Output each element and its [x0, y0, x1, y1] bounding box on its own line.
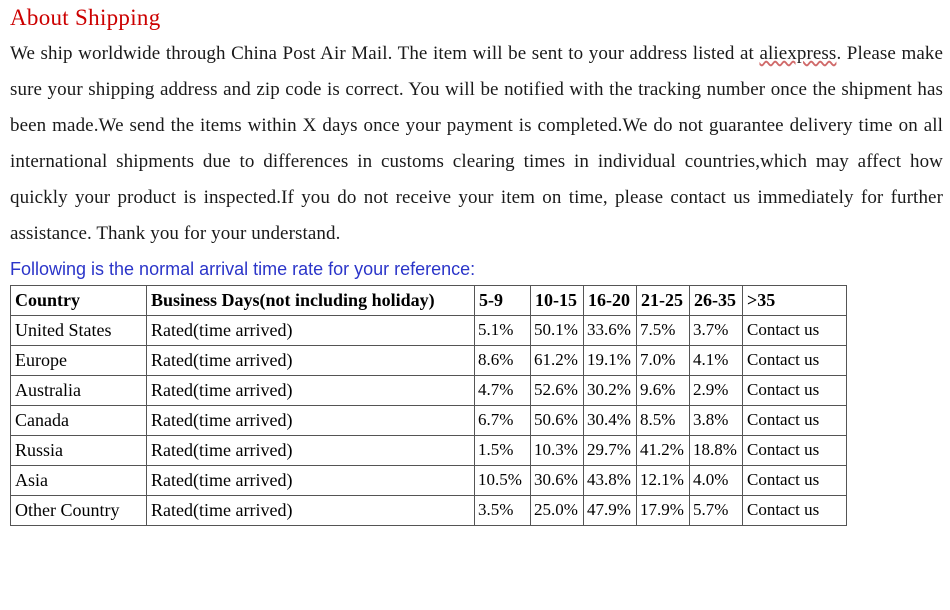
table-row	[11, 496, 847, 526]
cell-rate-10-15: 61.2%	[531, 346, 584, 376]
cell-business-days: Rated(time arrived)	[147, 466, 475, 496]
cell-rate-26-35: 3.8%	[690, 406, 743, 436]
cell-country: Canada	[11, 406, 147, 436]
cell-rate-21-25: 41.2%	[637, 436, 690, 466]
cell-rate-21-25: 17.9%	[637, 496, 690, 526]
cell-rate-5-9: 1.5%	[475, 436, 531, 466]
cell-business-days: Rated(time arrived)	[147, 496, 475, 526]
cell-rate-10-15: 25.0%	[531, 496, 584, 526]
cell-rate-16-20: 30.4%	[584, 406, 637, 436]
cell-business-days: Rated(time arrived)	[147, 436, 475, 466]
cell-rate-16-20: 29.7%	[584, 436, 637, 466]
cell-rate-21-25: 7.5%	[637, 316, 690, 346]
cell-contact-us[interactable]: Contact us	[743, 436, 847, 466]
cell-country: Asia	[11, 466, 147, 496]
aliexpress-link[interactable]: aliexpress	[759, 43, 837, 64]
cell-rate-5-9: 8.6%	[475, 346, 531, 376]
column-header-10-15: 10-15	[531, 286, 584, 316]
cell-rate-10-15: 50.6%	[531, 406, 584, 436]
cell-rate-26-35: 2.9%	[690, 376, 743, 406]
table-row	[11, 316, 847, 346]
column-header-26-35: 26-35	[690, 286, 743, 316]
table-row	[11, 466, 847, 496]
cell-country: Europe	[11, 346, 147, 376]
table-row	[11, 346, 847, 376]
cell-rate-16-20: 47.9%	[584, 496, 637, 526]
column-header-16-20: 16-20	[584, 286, 637, 316]
cell-rate-5-9: 4.7%	[475, 376, 531, 406]
cell-rate-5-9: 10.5%	[475, 466, 531, 496]
shipping-description-part2: . Please make sure your shipping address and zip code is correct. You will be notified with the tracking number once the shipment has been made.We send the items within X days once your payment is completed.We do not guarantee delivery time on all international shipments due to differences in customs clearing times in individual countries,which may affect how quickly your product is inspected.If you do not receive your item on time, please contact us immediately for further assistance. Thank you for your understand.	[10, 43, 944, 244]
cell-rate-16-20: 33.6%	[584, 316, 637, 346]
column-header-country: Country	[11, 286, 147, 316]
column-header-business-days: Business Days(not including holiday)	[147, 286, 475, 316]
cell-rate-10-15: 52.6%	[531, 376, 584, 406]
cell-country: Russia	[11, 436, 147, 466]
arrival-time-table	[10, 285, 847, 526]
cell-contact-us[interactable]: Contact us	[743, 316, 847, 346]
cell-rate-5-9: 6.7%	[475, 406, 531, 436]
cell-contact-us[interactable]: Contact us	[743, 376, 847, 406]
shipping-description-part1: We ship worldwide through China Post Air Mail. The item will be sent to your address listed at	[10, 43, 760, 64]
table-row	[11, 406, 847, 436]
cell-rate-5-9: 5.1%	[475, 316, 531, 346]
cell-country: Australia	[11, 376, 147, 406]
cell-contact-us[interactable]: Contact us	[743, 496, 847, 526]
cell-rate-16-20: 19.1%	[584, 346, 637, 376]
cell-business-days: Rated(time arrived)	[147, 346, 475, 376]
page-title: About Shipping	[10, 5, 161, 30]
cell-rate-26-35: 4.1%	[690, 346, 743, 376]
column-header-5-9: 5-9	[475, 286, 531, 316]
cell-contact-us[interactable]: Contact us	[743, 466, 847, 496]
column-header-over-35: >35	[743, 286, 847, 316]
cell-business-days: Rated(time arrived)	[147, 316, 475, 346]
shipping-description	[10, 36, 943, 252]
cell-rate-26-35: 5.7%	[690, 496, 743, 526]
cell-rate-10-15: 10.3%	[531, 436, 584, 466]
cell-rate-26-35: 4.0%	[690, 466, 743, 496]
cell-country: Other Country	[11, 496, 147, 526]
cell-rate-21-25: 12.1%	[637, 466, 690, 496]
cell-rate-21-25: 7.0%	[637, 346, 690, 376]
table-body	[11, 316, 847, 526]
cell-business-days: Rated(time arrived)	[147, 406, 475, 436]
cell-rate-5-9: 3.5%	[475, 496, 531, 526]
cell-rate-10-15: 50.1%	[531, 316, 584, 346]
table-header-row	[11, 286, 847, 316]
cell-rate-10-15: 30.6%	[531, 466, 584, 496]
cell-rate-21-25: 9.6%	[637, 376, 690, 406]
arrival-rate-subheading: Following is the normal arrival time rate for your reference:	[10, 259, 476, 279]
cell-rate-16-20: 30.2%	[584, 376, 637, 406]
column-header-21-25: 21-25	[637, 286, 690, 316]
cell-rate-26-35: 3.7%	[690, 316, 743, 346]
cell-rate-16-20: 43.8%	[584, 466, 637, 496]
table-row	[11, 376, 847, 406]
cell-country: United States	[11, 316, 147, 346]
table-header	[11, 286, 847, 316]
cell-business-days: Rated(time arrived)	[147, 376, 475, 406]
table-row	[11, 436, 847, 466]
cell-rate-21-25: 8.5%	[637, 406, 690, 436]
cell-contact-us[interactable]: Contact us	[743, 406, 847, 436]
cell-rate-26-35: 18.8%	[690, 436, 743, 466]
cell-contact-us[interactable]: Contact us	[743, 346, 847, 376]
